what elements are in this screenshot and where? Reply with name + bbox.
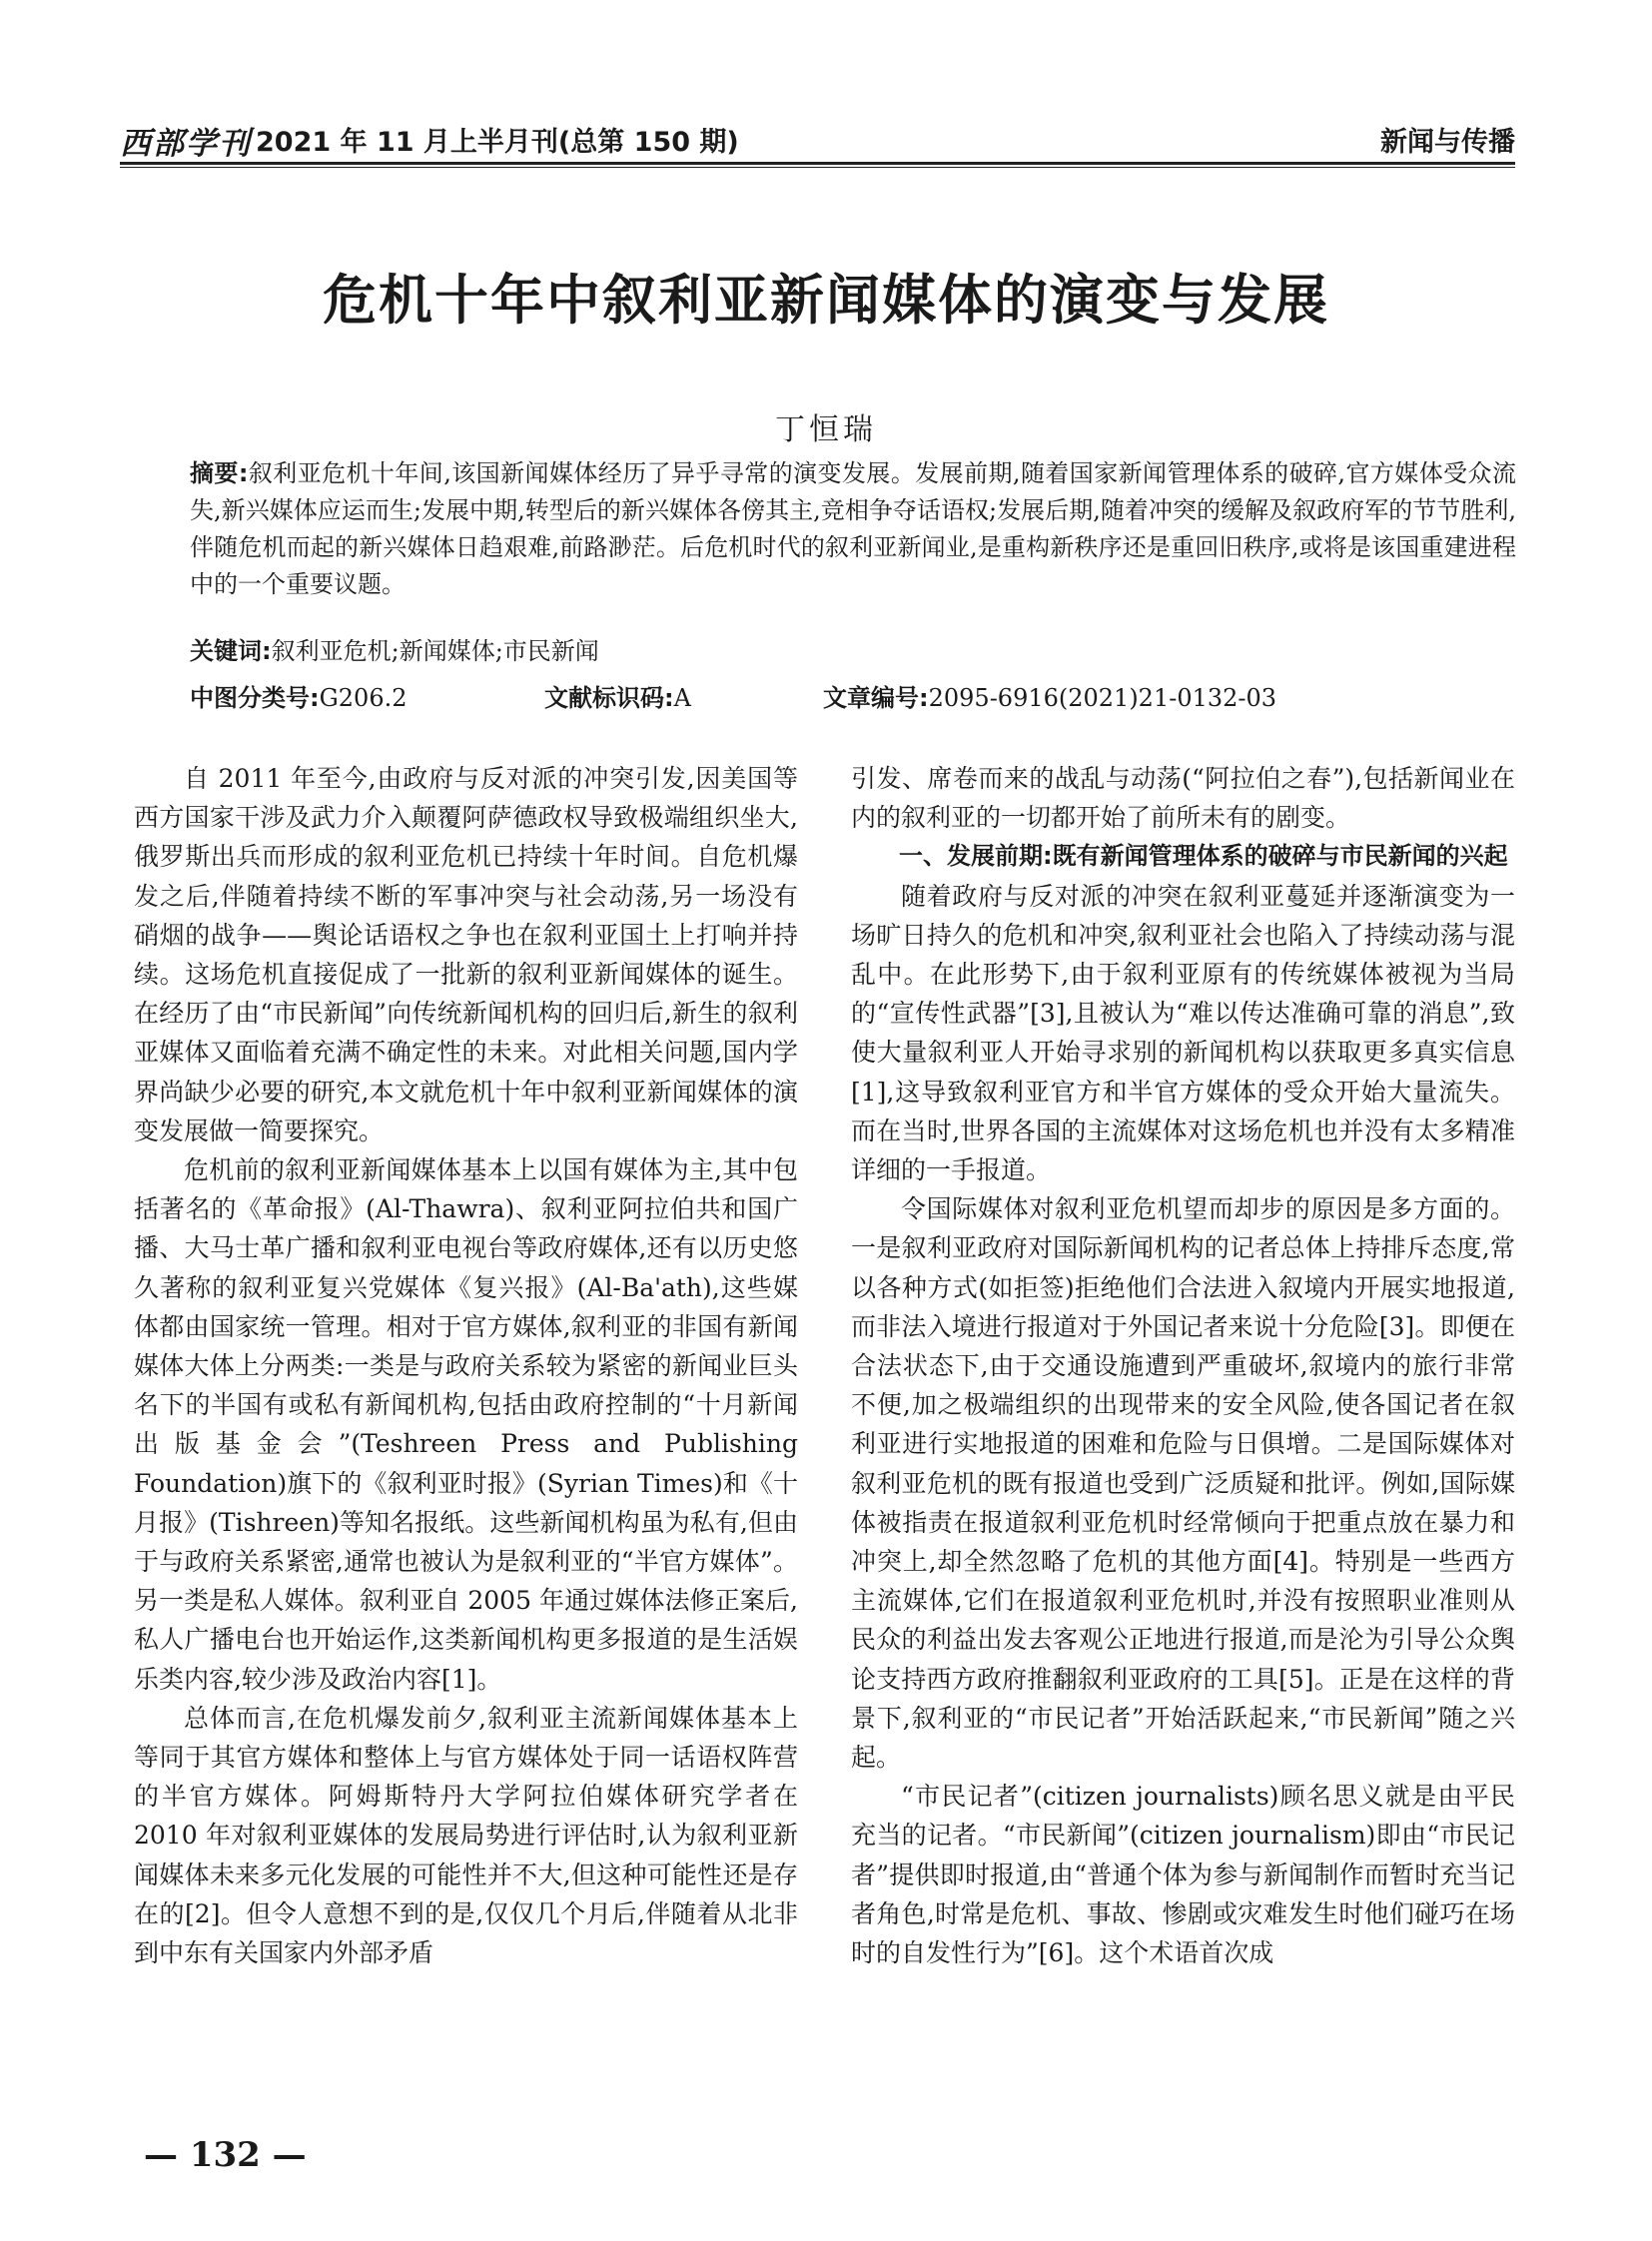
document-code-value: A: [673, 684, 691, 712]
article-title: 危机十年中叙利亚新闻媒体的演变与发展: [323, 268, 1329, 332]
header-rule-thin: [120, 167, 1515, 168]
paragraph: 随着政府与反对派的冲突在叙利亚蔓延并逐渐演变为一场旷日持久的危机和冲突,叙利亚社会也陷入了持续动荡与混乱中。在此形势下,由于叙利亚原有的传统媒体被视为当局的“宣传性武器”[3],且被认为“难以传达准确可靠的消息”,致使大量叙利亚人开始寻求别的新闻机构以获取更多真实信息[1],这导致叙利亚官方和半官方媒体的受众开始大量流失。而在当时,世界各国的主流媒体对这场危机也并没有太多精准详细的一手报道。: [851, 881, 1515, 1185]
paragraph: 危机前的叙利亚新闻媒体基本上以国有媒体为主,其中包括著名的《革命报》(Al-Thawra)、叙利亚阿拉伯共和国广播、大马士革广播和叙利亚电视台等政府媒体,还有以历史悠久著称的叙利亚复兴党媒体《复兴报》(Al-Ba'ath),这些媒体都由国家统一管理。相对于官方媒体,叙利亚的非国有新闻媒体大体上分两类:一类是与政府关系较为紧密的新闻业巨头名下的半国有或私有新闻机构,包括由政府控制的“十月新闻出版基金会”(Teshreen Press and Publishing Foundation)旗下的《叙利亚时报》(Syrian Times)和《十月报》(Tishreen)等知名报纸。这些新闻机构虽为私有,但由于与政府关系紧密,通常也被认为是叙利亚的“半官方媒体”。另一类是私人媒体。叙利亚自 2005 年通过媒体法修正案后,私人广播电台也开始运作,这类新闻机构更多报道的是生活娱乐类内容,较少涉及政治内容[1]。: [134, 1155, 798, 1694]
page-number: — 132 —: [144, 2135, 307, 2175]
paragraph: “市民记者”(citizen journalists)顾名思义就是由平民充当的记者。“市民新闻”(citizen journalism)即由“市民记者”提供即时报道,由“普通个体为参与新闻制作而暂时充当记者角色,时常是危机、事故、惨剧或灾难发生时他们碰巧在场时的自发性行为”[6]。这个术语首次成: [851, 1782, 1515, 1968]
paragraph: 自 2011 年至今,由政府与反对派的冲突引发,因美国等西方国家干涉及武力介入颠覆阿萨德政权导致极端组织坐大,俄罗斯出兵而形成的叙利亚危机已持续十年时间。自危机爆发之后,伴随着持续不断的军事冲突与社会动荡,另一场没有硝烟的战争——舆论话语权之争也在叙利亚国土上打响并持续。这场危机直接促成了一批新的叙利亚新闻媒体的诞生。在经历了由“市民新闻”向传统新闻机构的回归后,新生的叙利亚媒体又面临着充满不确定性的未来。对此相关问题,国内学界尚缺少必要的研究,本文就危机十年中叙利亚新闻媒体的演变发展做一简要探究。: [134, 764, 798, 1145]
keywords-label: 关键词:: [190, 637, 272, 665]
column-name: 新闻与传播: [1380, 127, 1515, 158]
body-column-left: [134, 759, 798, 1972]
journal-logo: 西部学刊: [120, 126, 252, 162]
paragraph: 总体而言,在危机爆发前夕,叙利亚主流新闻媒体基本上等同于其官方媒体和整体上与官方媒体处于同一话语权阵营的半官方媒体。阿姆斯特丹大学阿拉伯媒体研究学者在 2010 年对叙利亚媒体的发展局势进行评估时,认为叙利亚新闻媒体未来多元化发展的可能性并不大,但这种可能性还是存在的[2]。但令人意想不到的是,仅仅几个月后,伴随着从北非到中东有关国家内外部矛盾: [134, 1703, 798, 1968]
article-author: 丁恒瑞: [775, 412, 877, 447]
paragraph-continued: 引发、席卷而来的战乱与动荡(“阿拉伯之春”),包括新闻业在内的叙利亚的一切都开始了前所未有的剧变。: [851, 764, 1515, 833]
clc-value: G206.2: [319, 684, 408, 712]
clc-number: [190, 678, 408, 713]
issue-info: 2021 年 11 月上半月刊(总第 150 期): [256, 127, 739, 158]
header-rule: [120, 162, 1515, 165]
article-number-value: 2095-6916(2021)21-0132-03: [928, 684, 1277, 712]
keywords: [190, 631, 599, 666]
section-heading: 一、发展前期:既有新闻管理体系的破碎与市民新闻的兴起: [899, 842, 1508, 871]
keywords-text: 叙利亚危机;新闻媒体;市民新闻: [271, 637, 599, 665]
body-column-right: [851, 759, 1515, 1972]
abstract-label: 摘要:: [190, 459, 249, 487]
clc-label: 中图分类号:: [190, 684, 320, 712]
paragraph: 令国际媒体对叙利亚危机望而却步的原因是多方面的。一是叙利亚政府对国际新闻机构的记者总体上持排斥态度,常以各种方式(如拒签)拒绝他们合法进入叙境内开展实地报道,而非法入境进行报道对于外国记者来说十分危险[3]。即便在合法状态下,由于交通设施遭到严重破坏,叙境内的旅行非常不便,加之极端组织的出现带来的安全风险,使各国记者在叙利亚进行实地报道的困难和危险与日俱增。二是国际媒体对叙利亚危机的既有报道也受到广泛质疑和批评。例如,国际媒体被指责在报道叙利亚危机时经常倾向于把重点放在暴力和冲突上,却全然忽略了危机的其他方面[4]。特别是一些西方主流媒体,它们在报道叙利亚危机时,并没有按照职业准则从民众的利益出发去客观公正地进行报道,而是沦为引导公众舆论支持西方政府推翻叙利亚政府的工具[5]。正是在这样的背景下,叙利亚的“市民记者”开始活跃起来,“市民新闻”随之兴起。: [851, 1194, 1515, 1773]
abstract-text: 叙利亚危机十年间,该国新闻媒体经历了异乎寻常的演变发展。发展前期,随着国家新闻管理体系的破碎,官方媒体受众流失,新兴媒体应运而生;发展中期,转型后的新兴媒体各傍其主,竞相争夺话语权;发展后期,随着冲突的缓解及叙政府军的节节胜利,伴随危机而起的新兴媒体日趋艰难,前路渺茫。后危机时代的叙利亚新闻业,是重构新秩序还是重回旧秩序,或将是该国重建进程中的一个重要议题。: [190, 459, 1516, 598]
running-header: [120, 112, 1515, 162]
article-number-label: 文章编号:: [823, 684, 929, 712]
abstract: [190, 455, 1516, 603]
document-code: [544, 678, 691, 713]
document-code-label: 文献标识码:: [544, 684, 674, 712]
article-number: [823, 678, 1276, 713]
